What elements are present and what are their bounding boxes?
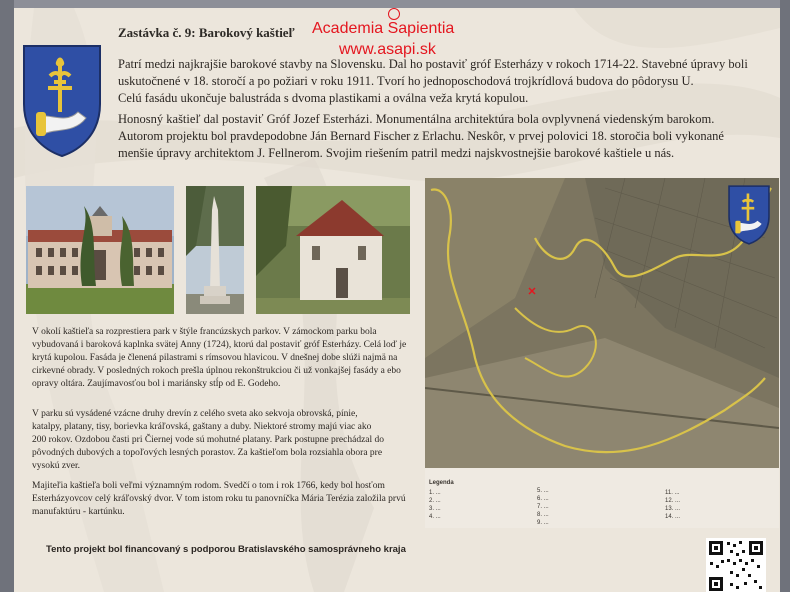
body-line: vybudovaná i baroková kaplnka svätej Anny (1724), ktorú dal postaviť gróf Esterházy. Celá loď je bbox=[32, 340, 407, 350]
information-board bbox=[14, 8, 780, 592]
legend-item: 9. ... bbox=[537, 520, 549, 526]
qr-code-icon bbox=[706, 538, 766, 592]
legend-item: 4. ... bbox=[429, 514, 441, 520]
body-line: 200 rokov. Ozdobou časti pri Čiernej vode sú mohutné platany. Park postupne prechádzal do bbox=[32, 435, 385, 445]
body-line: pôvodných dubových a topoľových lesných porastov. Za kaštieľom bola rozsiahla obora pre bbox=[32, 448, 383, 458]
body-line: katalpy, platany, tisy, borievka kráľovská, gaštany a duby. Niektoré stromy majú viac ako bbox=[32, 422, 372, 432]
body-line: opravy oltára. Zaujímavosťou bol i mariánsky stĺp od E. Godeho. bbox=[32, 379, 281, 389]
intro-line: Patrí medzi najkrajšie barokové stavby na Slovensku. Dal ho postaviť gróf Esterházy v rokoch 1714-22. Stavebné úpravy boli bbox=[118, 57, 748, 71]
intro-line: Honosný kaštieľ dal postaviť Gróf Jozef Esterházi. Monumentálna architektúra bola ovplyvnená viedenským barokom. bbox=[118, 112, 715, 126]
body-line: V okolí kaštieľa sa rozprestiera park v štýle francúzskych parkov. V zámockom parku bola bbox=[32, 327, 377, 337]
funding-note: Tento projekt bol financovaný s podporou Bratislavského samosprávneho kraja bbox=[46, 544, 406, 555]
board-frame-left bbox=[0, 0, 14, 592]
board-frame-right bbox=[780, 0, 790, 592]
body-line: krytá kupolou. Fasáda je členená pilastrami s rímsovou hlavicou. V dnešnej dobe slúži najmä na bbox=[32, 353, 398, 363]
marian-column-photo bbox=[186, 186, 244, 314]
chapel-photo bbox=[256, 186, 410, 314]
legend-item: 8. ... bbox=[537, 512, 549, 518]
village-crest-icon bbox=[20, 42, 104, 160]
body-line: vysokú zver. bbox=[32, 461, 81, 471]
legend-item: 7. ... bbox=[537, 504, 549, 510]
legend-item: 3. ... bbox=[429, 506, 441, 512]
watermark-url: www.asapi.sk bbox=[339, 41, 436, 58]
body-line: Esterházyovcov celý kráľovský dvor. V tom istom roku tu panovníčka Mária Terézia založila prvú bbox=[32, 494, 406, 504]
legend-item: 13. ... bbox=[665, 506, 681, 512]
body-line: Majiteľia kaštieľa boli veľmi významným rodom. Svedčí o tom i rok 1766, kedy bol hosťom bbox=[32, 481, 385, 491]
legend-item: 2. ... bbox=[429, 498, 441, 504]
body-line: cirkevné obrady. V posledných rokoch prešla úplnou rekonštrukciou či už vonkajšej fasády a ebo bbox=[32, 366, 401, 376]
legend-item: 12. ... bbox=[665, 498, 681, 504]
body-line: manufaktúru - kartúnku. bbox=[32, 507, 125, 517]
legend-item: 1. ... bbox=[429, 490, 441, 496]
watermark-name: Academia Sapientia bbox=[312, 20, 455, 37]
manor-house-photo bbox=[26, 186, 174, 314]
legend-item: 6. ... bbox=[537, 496, 549, 502]
map-crest-icon bbox=[726, 184, 772, 246]
body-line: V parku sú vysádené vzácne druhy drevín z celého sveta ako sekvoja obrovská, pínie, bbox=[32, 409, 358, 419]
intro-line: uskutočnené v 18. storočí a po požiari v roku 1911. Tvorí ho jednoposchodová trojkrídlová budova do pôdorysu U. bbox=[118, 74, 694, 88]
legend-item: 11. ... bbox=[665, 490, 680, 496]
intro-line: menšie úpravy architektom J. Fellnerom. Svojim riešením patril medzi najskvostnejšie barokové kaštiele u nás. bbox=[118, 146, 675, 160]
map-legend bbox=[425, 468, 779, 528]
legend-item: 5. ... bbox=[537, 488, 549, 494]
legend-item: 14. ... bbox=[665, 514, 681, 520]
watermark-logo-icon bbox=[388, 8, 400, 20]
intro-line: Celú fasádu ukončuje balustráda s dvoma plastikami a oválna veža krytá kopulou. bbox=[118, 91, 529, 105]
legend-heading: Legenda bbox=[429, 480, 454, 486]
intro-line: Autorom projektu bol pravdepodobne Ján Bernard Fischer z Erlachu. Neskôr, v prvej polovici 18. storočia boli vykonané bbox=[118, 129, 724, 143]
stop-title: Zastávka č. 9: Barokový kaštieľ bbox=[118, 25, 295, 40]
